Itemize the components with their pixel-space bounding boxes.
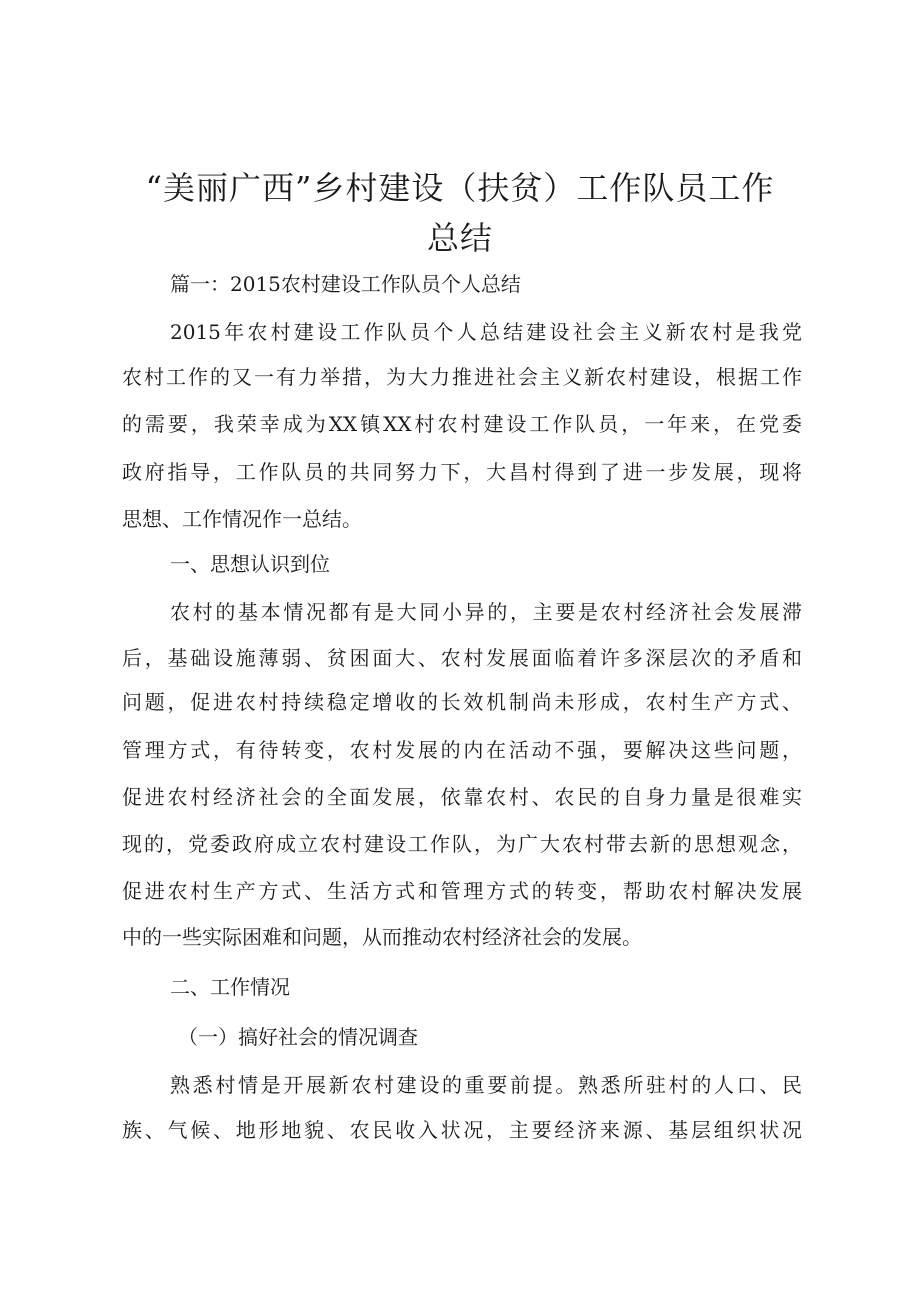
document-title-line-2: 总结 [426, 219, 493, 257]
subsection-heading-1: （一）搞好社会的情况调查 [178, 1025, 418, 1049]
paragraph-2-line-3: 问题，促进农村持续稳定增收的长效机制尚未形成，农村生产方式、 [122, 690, 802, 714]
paragraph-2-line-1: 农村的基本情况都有是大同小异的，主要是农村经济社会发展滞 [170, 600, 802, 624]
section-heading-1: 一、思想认识到位 [170, 552, 330, 576]
paragraph-1-line-2: 农村工作的又一有力举措，为大力推进社会主义新农村建设，根据工作 [122, 365, 802, 389]
paragraph-2-line-8: 中的一些实际困难和问题，从而推动农村经济社会的发展。 [122, 925, 642, 949]
paragraph-3-line-1: 熟悉村情是开展新农村建设的重要前提。熟悉所驻村的人口、民 [170, 1073, 802, 1097]
paragraph-2-line-4: 管理方式，有待转变，农村发展的内在活动不强，要解决这些问题， [122, 738, 802, 762]
paragraph-2-line-2: 后，基础设施薄弱、贫困面大、农村发展面临着许多深层次的矛盾和 [122, 646, 802, 670]
paragraph-1-line-5: 思想、工作情况作一总结。 [122, 507, 362, 531]
article-subtitle: 篇一：2015农村建设工作队员个人总结 [170, 272, 521, 296]
paragraph-1-line-1: 2015年农村建设工作队员个人总结建设社会主义新农村是我党 [170, 320, 802, 344]
paragraph-1-line-4: 政府指导，工作队员的共同努力下，大昌村得到了进一步发展，现将 [122, 460, 802, 484]
document-title-line-1: “美丽广西”乡村建设（扶贫）工作队员工作 [145, 169, 775, 207]
paragraph-2-line-7: 促进农村生产方式、生活方式和管理方式的转变，帮助农村解决发展 [122, 879, 802, 903]
paragraph-2-line-6: 现的，党委政府成立农村建设工作队，为广大农村带去新的思想观念， [122, 832, 802, 856]
paragraph-2-line-5: 促进农村经济社会的全面发展，依靠农村、农民的自身力量是很难实 [122, 785, 802, 809]
paragraph-1-line-3: 的需要，我荣幸成为XX镇XX村农村建设工作队员，一年来，在党委 [122, 412, 802, 436]
section-heading-2: 二、工作情况 [170, 975, 290, 999]
paragraph-3-line-2: 族、气候、地形地貌、农民收入状况，主要经济来源、基层组织状况 [122, 1118, 802, 1142]
